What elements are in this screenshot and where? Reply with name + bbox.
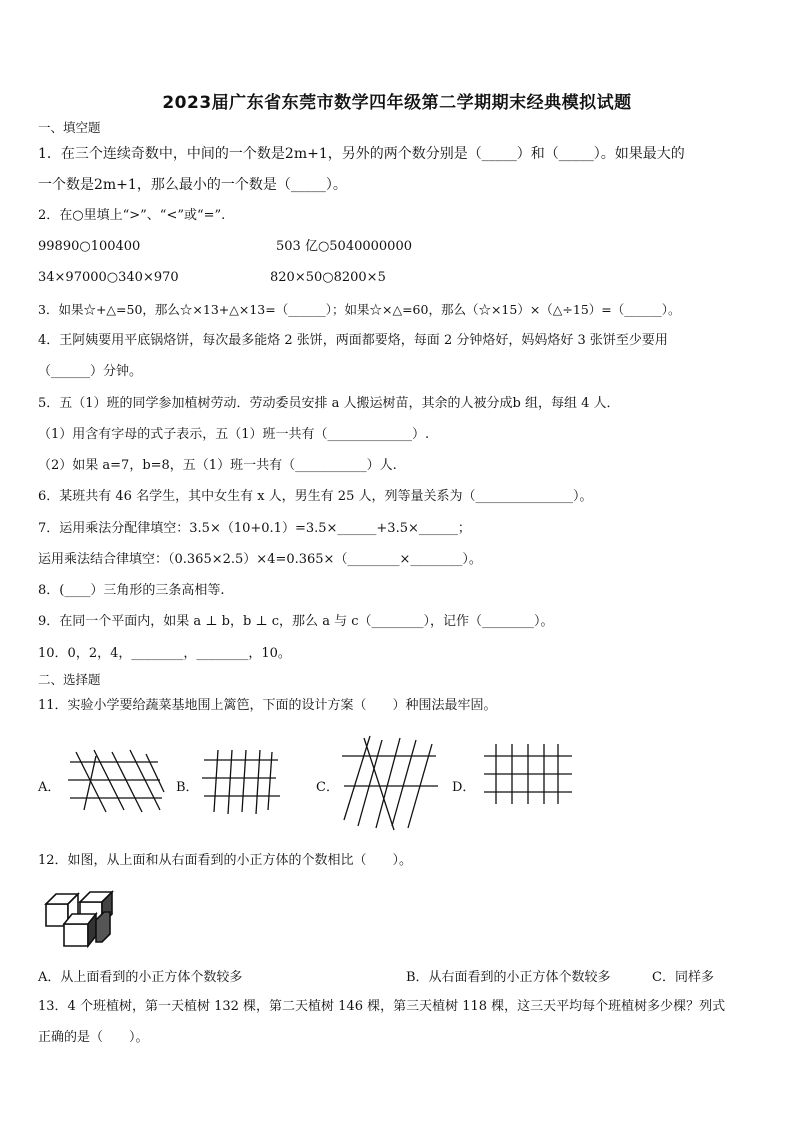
question-2-item-c: 34×97000○340×970	[38, 270, 179, 285]
page-title: 2023届广东省东莞市数学四年级第二学期期末经典模拟试题	[162, 93, 632, 113]
question-8: 8．(____）三角形的三条高相等.	[38, 583, 225, 598]
question-12: 12．如图，从上面和从右面看到的小正方体的个数相比（ ）。	[38, 853, 413, 868]
q11-option-b-label: B．	[176, 780, 199, 795]
q12-option-c: C．同样多	[652, 970, 714, 985]
question-5-part-2: （2）如果 a=7，b=8，五（1）班一共有（___________）人.	[38, 458, 397, 473]
cube-stack-figure	[44, 890, 114, 948]
question-13-line-1: 13．4 个班植树，第一天植树 132 棵，第二天植树 146 棵，第三天植树 118 棵，这三天平均每个班植树多少棵？列式	[38, 999, 726, 1014]
question-5-part-1: （1）用含有字母的式子表示，五（1）班一共有（_____________）.	[38, 427, 430, 442]
question-7-line-2: 运用乘法结合律填空：（0.365×2.5）×4=0.365×（________×________）。	[38, 552, 482, 567]
question-5-stem: 5．五（1）班的同学参加植树劳动．劳动委员安排 a 人搬运树苗，其余的人被分成b 组，每组 4 人．	[38, 396, 620, 411]
question-13-line-2: 正确的是（ ）。	[38, 1030, 149, 1045]
section-multiple-choice: 二、选择题	[38, 672, 101, 687]
question-11: 11．实验小学要给蔬菜基地围上篱笆，下面的设计方案（ ）种围法最牢固。	[38, 698, 497, 713]
q11-option-a-label: A．	[38, 780, 61, 795]
fence-figure-d	[482, 742, 574, 806]
q11-option-c-label: C．	[316, 780, 339, 795]
section-fill-in: 一、填空题	[38, 120, 101, 135]
question-1-line-2: 一个数是2m+1，那么最小的一个数是（_____）。	[38, 177, 347, 193]
question-2-item-b: 503 亿○5040000000	[276, 239, 412, 254]
q11-option-d-label: D．	[452, 780, 476, 795]
question-2-stem: 2．在○里填上“>”、“<”或“=”.	[38, 208, 226, 223]
question-7-line-1: 7．运用乘法分配律填空：3.5×（10+0.1）=3.5×______+3.5×______；	[38, 521, 471, 536]
q12-option-b: B．从右面看到的小正方体个数较多	[406, 970, 611, 985]
fence-figure-b	[200, 748, 282, 816]
question-1-line-1: 1．在三个连续奇数中，中间的一个数是2m+1，另外的两个数分别是（_____）和（_____）。如果最大的	[38, 146, 685, 162]
question-4-line-2: （______）分钟。	[38, 364, 143, 379]
question-2-item-d: 820×50○8200×5	[270, 270, 386, 285]
question-2-item-a: 99890○100400	[38, 239, 141, 254]
question-10: 10．0，2，4，________，________，10。	[38, 646, 291, 661]
question-6: 6．某班共有 46 名学生，其中女生有 x 人，男生有 25 人，列等量关系为（_______________）。	[38, 489, 593, 504]
question-4-line-1: 4．王阿姨要用平底锅烙饼，每次最多能烙 2 张饼，两面都要烙，每面 2 分钟烙好，妈妈烙好 3 张饼至少要用	[38, 333, 668, 348]
fence-figure-a	[66, 748, 166, 816]
fence-figure-c	[340, 734, 440, 832]
q12-option-a: A．从上面看到的小正方体个数较多	[38, 970, 243, 985]
question-3: 3．如果☆+△=50，那么☆×13+△×13=（______）；如果☆×△=60，那么（☆×15）×（△÷15）=（______）。	[38, 302, 681, 317]
question-9: 9．在同一个平面内，如果 a ⊥ b，b ⊥ c，那么 a 与 c（________），记作（________）。	[38, 614, 554, 629]
